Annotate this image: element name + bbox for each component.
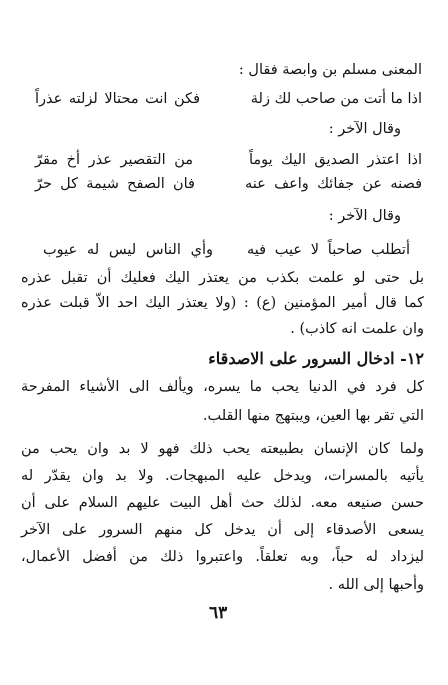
text-line: كل فرد في الدنيا يحب ما يسره، ويألف الى الأشياء المفرحة: [21, 379, 424, 395]
verse-hemistich: وأي الناس ليس له عيوب: [43, 242, 213, 258]
section-heading: ١٢- ادخال السرور على الاصدقاء: [208, 349, 424, 368]
text-line: يسعى الأصدقاء إلى أن يدخل كل منهم السرور على الآخر: [21, 522, 424, 538]
text-line: وأحبها إلى الله .: [328, 577, 424, 593]
text-line: ولما كان الإنسان بطبيعته يحب ذلك فهو لا بد وان يحب من: [21, 441, 424, 457]
verse-hemistich: اذا ما أتت من صاحب لك زلة: [250, 91, 422, 107]
text-line: يأتيه بالمسرات، ويدخل عليه المبهجات. ولا بد وان يقدّر له: [21, 468, 424, 484]
verse-hemistich: فصنه عن جفائك واعف عنه: [245, 176, 422, 192]
verse-hemistich: فكن انت محتالا لزلته عذراً: [35, 91, 200, 107]
verse-hemistich: من التقصير عذر أخ مقرّ: [35, 152, 193, 168]
text-line: بل حتى لو علمت بكذب من يعتذر اليك فعليك أن تقبل عذره: [21, 270, 424, 286]
text-line: وان علمت انه كاذب) .: [290, 321, 424, 337]
verse-hemistich: اذا اعتذر الصديق اليك يوماً: [249, 152, 422, 168]
text-line: المعنى مسلم بن وابصة فقال :: [238, 62, 422, 78]
text-line: وقال الآخر :: [328, 208, 401, 224]
text-line: التي تقر بها العين، ويبتهج منها القلب.: [202, 408, 424, 424]
verse-hemistich: أتطلب صاحباً لا عيب فيه: [247, 242, 410, 258]
text-line: كما قال أمير المؤمنين (ع) : (ولا يعتذر اليك احد الاّ قبلت عذره: [21, 295, 424, 311]
verse-hemistich: فان الصفح شيمة كل حرّ: [35, 176, 195, 192]
text-line: ليزداد له حباً، وبه تعلقاً. واعتبروا ذلك من أفضل الأعمال،: [21, 549, 424, 565]
page-number: ٦٣: [209, 603, 228, 623]
text-line: وقال الآخر :: [328, 121, 401, 137]
text-line: حسن صنيعه معه. لذلك حث أهل البيت عليهم السلام على أن: [21, 495, 424, 511]
